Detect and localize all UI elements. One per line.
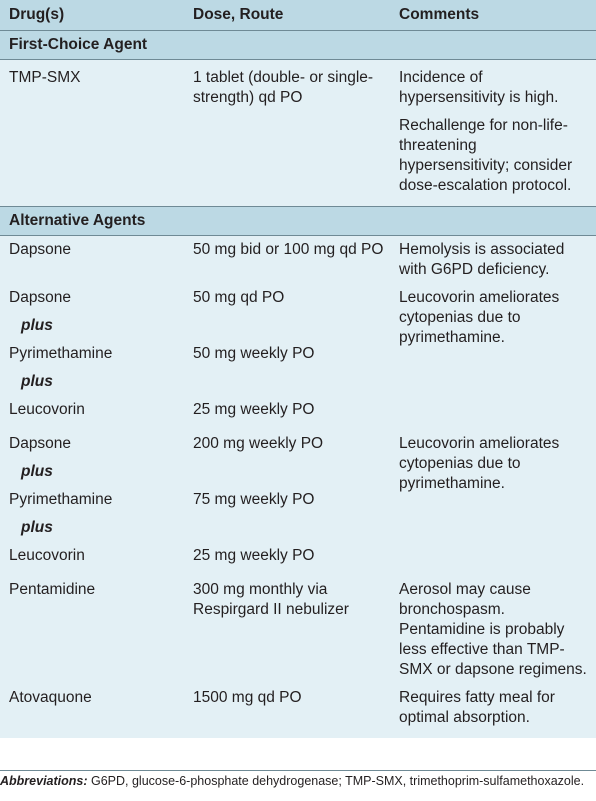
table-row [0, 434, 596, 580]
comments: Hemolysis is associated with G6PD deficiency. [399, 241, 565, 278]
comments: Requires fatty meal for optimal absorption. [399, 689, 555, 726]
dose-route: 300 mg monthly via Respirgard II nebulizer [193, 581, 349, 618]
table-row [0, 688, 596, 738]
table-header-row [0, 0, 596, 30]
plus-label: plus [21, 317, 53, 334]
dose-route: 1500 mg qd PO [193, 689, 302, 706]
table-row [0, 236, 596, 288]
dose-route: 75 mg weekly PO [193, 491, 315, 508]
table-row [0, 580, 596, 688]
table-bottom-rule [0, 770, 596, 771]
dose-route: 50 mg bid or 100 mg qd PO [193, 241, 384, 258]
drug-name: Dapsone [9, 435, 72, 452]
dose-route: 1 tablet (double- or single-strength) qd PO [193, 69, 374, 106]
comments: Leucovorin ameliorates cytopenias due to pyrimethamine. [399, 289, 560, 346]
section-alternative [0, 206, 596, 236]
table-row [0, 60, 596, 206]
dose-route: 50 mg weekly PO [193, 345, 315, 362]
drug-name: Atovaquone [9, 689, 92, 706]
drug-name: TMP-SMX [9, 69, 81, 86]
section-first-choice [0, 30, 596, 60]
plus-label: plus [21, 463, 53, 480]
header-dose: Dose, Route [193, 6, 284, 23]
drug-name: Dapsone [9, 241, 72, 258]
comment-text: Rechallenge for non-life-threatening hypersensitivity; consider dose-escalation protocol. [399, 117, 573, 194]
drug-name: Leucovorin [9, 547, 85, 564]
drug-name: Pyrimethamine [9, 345, 113, 362]
comments: Aerosol may cause bronchospasm. Pentamidine is probably less effective than TMP-SMX or dapsone regimens. [399, 581, 587, 678]
abbreviations-footnote [0, 774, 590, 788]
dose-list [183, 434, 391, 574]
dose-list [183, 288, 391, 428]
dose-route: 25 mg weekly PO [193, 401, 315, 418]
comments [391, 68, 596, 196]
footnote-label: Abbreviations: [0, 774, 88, 788]
footnote-text: G6PD, glucose-6-phosphate dehydrogenase; TMP-SMX, trimethoprim-sulfamethoxazole. [87, 774, 585, 788]
comments: Leucovorin ameliorates cytopenias due to pyrimethamine. [399, 435, 560, 492]
header-comments: Comments [399, 6, 480, 23]
plus-label: plus [21, 519, 53, 536]
table-row [0, 288, 596, 434]
drug-list [0, 288, 183, 428]
drug-list [0, 434, 183, 574]
drug-name: Pyrimethamine [9, 491, 113, 508]
drug-name: Pentamidine [9, 581, 96, 598]
drug-name: Leucovorin [9, 401, 85, 418]
dose-route: 50 mg qd PO [193, 289, 285, 306]
dose-route: 25 mg weekly PO [193, 547, 315, 564]
dose-route: 200 mg weekly PO [193, 435, 324, 452]
header-drug: Drug(s) [9, 6, 65, 23]
drug-name: Dapsone [9, 289, 72, 306]
comment-text: Incidence of hypersensitivity is high. [399, 69, 559, 106]
plus-label: plus [21, 373, 53, 390]
section-title: Alternative Agents [9, 212, 146, 229]
section-title: First-Choice Agent [9, 36, 148, 53]
